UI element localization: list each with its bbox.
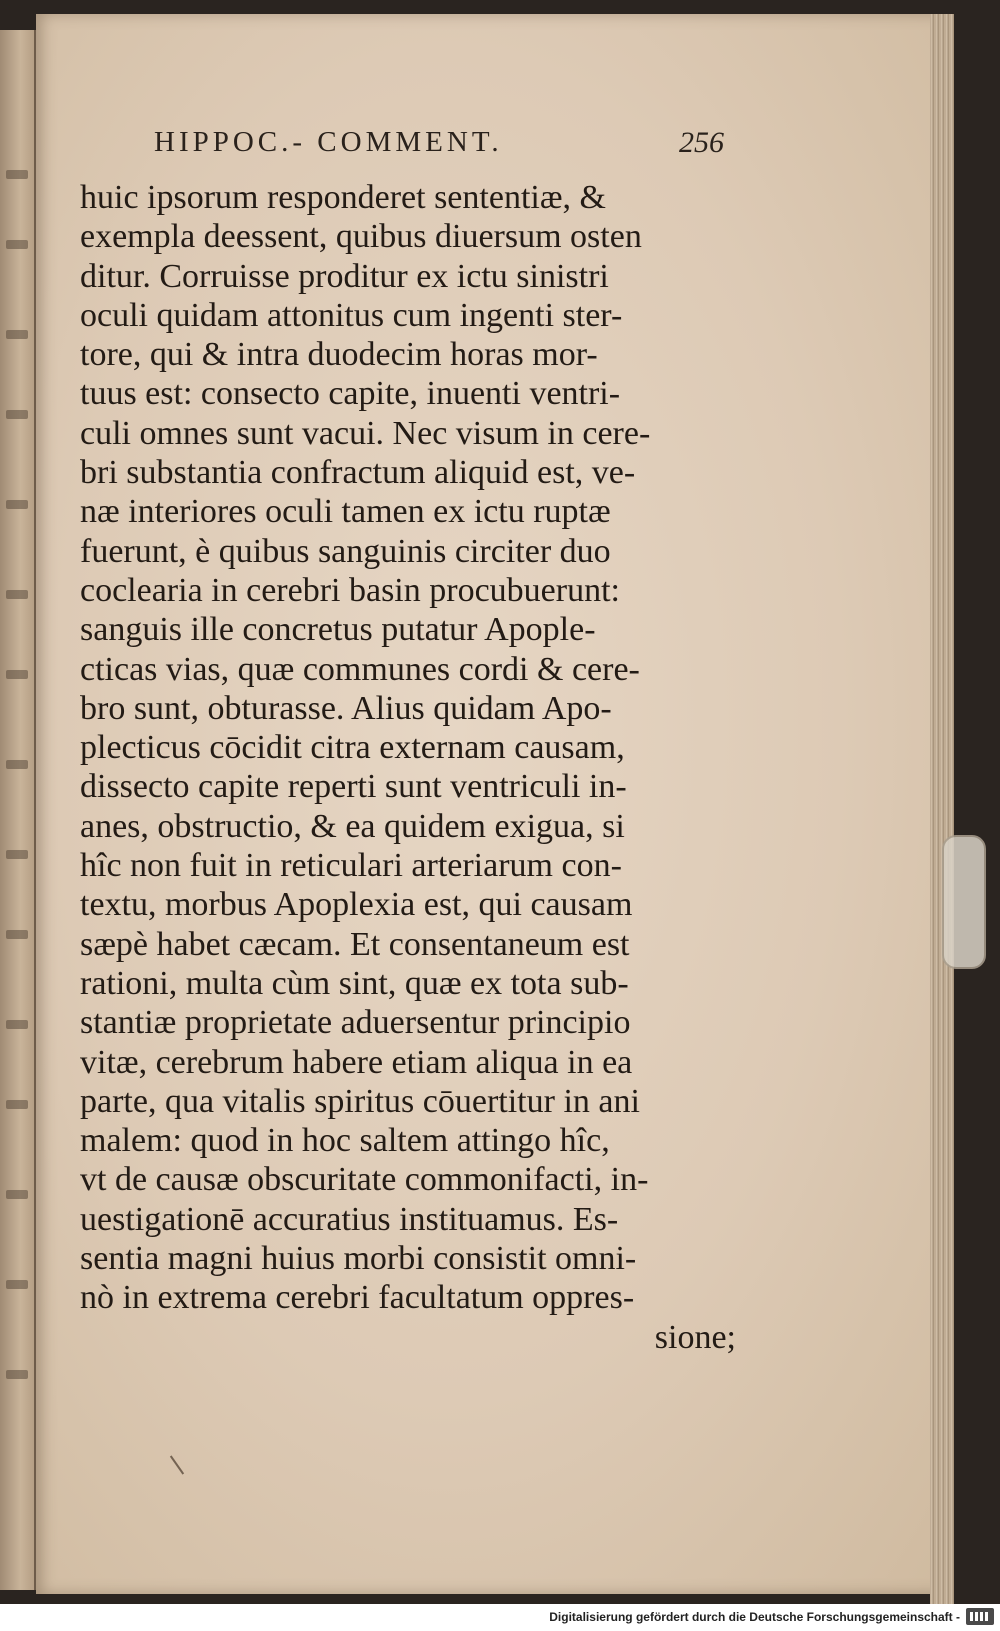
text-line: bro sunt, obturasse. Alius quidam Apo- [80,689,612,727]
text-line: fuerunt, è quibus sanguinis circiter duo [80,532,611,570]
text-line: exempla deessent, quibus diuersum osten [80,218,642,256]
bleed-through-mark [6,500,28,509]
text-line: cticas vias, quæ communes cordi & cere- [80,650,640,688]
text-line: sanguis ille concretus putatur Apople- [80,611,596,649]
text-line: vitæ, cerebrum habere etiam aliqua in ea [80,1043,633,1081]
bleed-through-mark [6,1370,28,1379]
page-fore-edge [930,14,954,1604]
text-line: næ interiores oculi tamen ex ictu ruptæ [80,493,611,531]
left-page-edge [0,30,36,1590]
book-page [36,14,954,1594]
bleed-through-mark [6,930,28,939]
text-line: anes, obstructio, & ea quidem exigua, si [80,807,625,845]
text-line: coclearia in cerebri basin procubuerunt: [80,571,620,609]
text-line: textu, morbus Apoplexia est, qui causam [80,886,633,924]
bleed-through-mark [6,1100,28,1109]
text-line: oculi quidam attonitus cum ingenti ster- [80,296,623,334]
digitization-footer [0,1604,1000,1631]
text-line: culi omnes sunt vacui. Nec visum in cere- [80,414,651,452]
bleed-through-mark [6,670,28,679]
bleed-through-mark [6,240,28,249]
text-line: malem: quod in hoc saltem attingo hîc, [80,1122,610,1160]
page-header [154,126,724,159]
text-line: tore, qui & intra duodecim horas mor- [80,336,598,374]
bleed-through-mark [6,410,28,419]
bleed-through-mark [6,760,28,769]
body-text [80,178,740,1357]
page-number: 256 [679,126,724,159]
funding-credit: Digitalisierung gefördert durch die Deutsche Forschungsgemeinschaft - [549,1610,960,1624]
text-line: stantiæ proprietate aduersentur principio [80,1004,631,1042]
page-tab-marker [942,835,986,969]
text-line: tuus est: consecto capite, inuenti ventri- [80,375,621,413]
text-line: plecticus cōcidit citra externam causam, [80,729,625,767]
text-line: uestigationē accuratius instituamus. Es- [80,1200,619,1238]
text-line-catchword: sione; [654,1318,736,1356]
text-line: hîc non fuit in reticulari arteriarum con- [80,847,622,885]
bleed-through-mark [6,1190,28,1199]
text-line: rationi, multa cùm sint, quæ ex tota sub- [80,964,629,1002]
text-line: sentia magni huius morbi consistit omni- [80,1240,637,1278]
text-line: sæpè habet cæcam. Et consentaneum est [80,925,630,963]
bleed-through-mark [6,590,28,599]
running-head: HIPPOC.- COMMENT. [154,126,503,158]
text-line: parte, qua vitalis spiritus cōuertitur in ani [80,1082,640,1120]
stray-ink-mark [170,1455,184,1474]
text-line: dissecto capite reperti sunt ventriculi in- [80,768,627,806]
text-line: bri substantia confractum aliquid est, ve- [80,454,636,492]
text-line: huic ipsorum responderet sententiæ, & [80,179,606,216]
text-line: nò in extrema cerebri facultatum oppres- [80,1279,635,1317]
text-line: vt de causæ obscuritate commonifacti, in- [80,1161,649,1199]
bleed-through-mark [6,850,28,859]
bleed-through-mark [6,1020,28,1029]
bleed-through-mark [6,170,28,179]
bleed-through-mark [6,330,28,339]
text-line: ditur. Corruisse proditur ex ictu sinistri [80,257,609,295]
dfg-logo-icon [966,1608,994,1625]
bleed-through-mark [6,1280,28,1289]
